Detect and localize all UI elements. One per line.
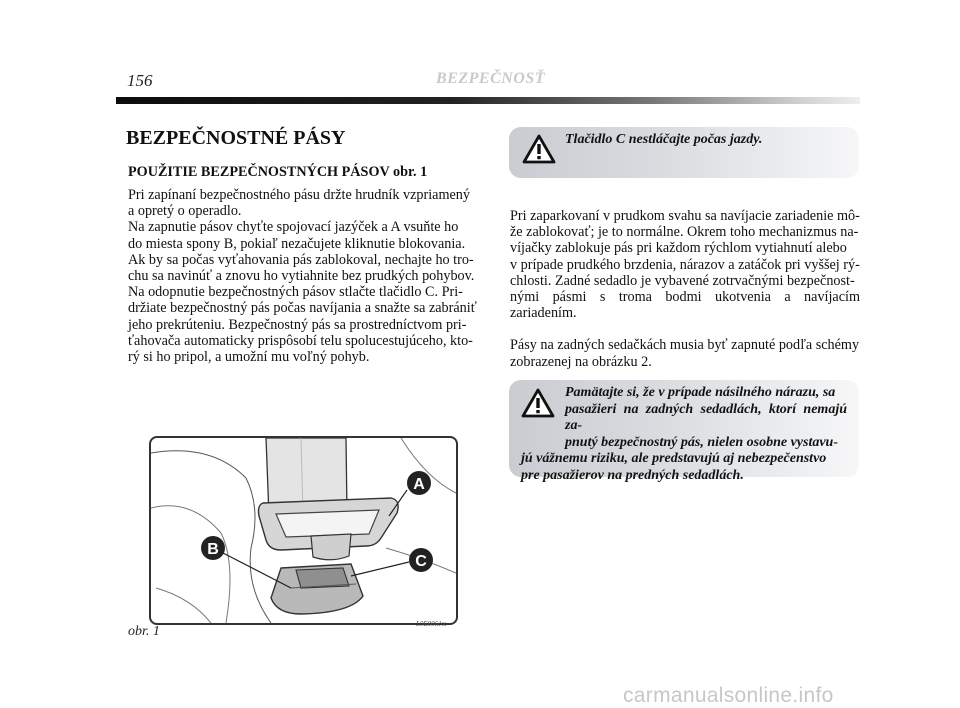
text-line: Pri zaparkovaní v prudkom svahu sa navíjacie zariadenie mô- bbox=[510, 208, 860, 224]
text-line: nými pásmi s troma bodmi ukotvenia a navíjacím zariadením. bbox=[510, 289, 860, 322]
text-line: Ak by sa počas vyťahovania pás zablokoval, nechajte ho tro- bbox=[128, 251, 474, 268]
text-line: rý si ho pripol, a umožní mu voľný pohyb. bbox=[128, 349, 370, 366]
right-column-text bbox=[510, 208, 860, 370]
figure-caption: obr. 1 bbox=[128, 624, 160, 639]
warning-line: pnutý bezpečnostný pás, nielen osobne vystavu- bbox=[565, 434, 838, 450]
text-line: jeho prekrúteniu. Bezpečnostný pás sa prostredníctvom pri- bbox=[128, 316, 467, 333]
text-line: Pásy na zadných sedačkách musia byť zapnuté podľa schémy bbox=[510, 337, 860, 354]
text-line: a opretý o operadlo. bbox=[128, 203, 242, 220]
figure-code: L0E0061m bbox=[416, 620, 447, 628]
text-line: v prípade prudkého brzdenia, nárazov a zatáčok pri vyššej rý- bbox=[510, 256, 860, 273]
main-heading: BEZPEČNOSTNÉ PÁSY bbox=[126, 127, 346, 149]
text-line: do miesta spony B, pokiaľ nezačujete kliknutie blokovania. bbox=[128, 235, 466, 252]
seat-outline bbox=[151, 506, 230, 623]
header-rule bbox=[116, 97, 860, 104]
warning-text-1: Tlačidlo C nestláčajte počas jazdy. bbox=[565, 132, 763, 147]
section-title: BEZPEČNOSŤ bbox=[436, 70, 546, 87]
latch-tongue bbox=[311, 534, 351, 560]
callout-a-label: A bbox=[413, 476, 425, 493]
text-line: víjačky zablokuje pás pri každom rýchlom vytiahnutí alebo bbox=[510, 240, 847, 257]
left-column-text bbox=[128, 187, 480, 365]
latch-plate-slot bbox=[276, 510, 379, 537]
text-line: Pri zapínaní bezpečnostného pásu držte hrudník vzpriamený bbox=[128, 187, 470, 203]
text-line: Na zapnutie pásov chyťte spojovací jazýček a A vsuňte ho bbox=[128, 219, 459, 236]
seatbelt-figure bbox=[149, 436, 458, 625]
text-line: Na odopnutie bezpečnostných pásov stlačte tlačidlo C. Pri- bbox=[128, 284, 463, 301]
callout-c-label: C bbox=[415, 553, 427, 570]
warning-line: pasažieri na zadných sedadlách, ktorí nemajú za- bbox=[565, 401, 847, 433]
watermark: carmanualsonline.info bbox=[623, 684, 834, 707]
warning-line: jú vážnemu riziku, ale predstavujú aj nebezpečenstvo bbox=[521, 451, 827, 466]
leader-line-c bbox=[351, 562, 409, 576]
sub-heading: POUŽITIE BEZPEČNOSTNÝCH PÁSOV obr. 1 bbox=[128, 164, 428, 180]
page-number: 156 bbox=[127, 71, 153, 90]
seatbelt-buckle-illustration bbox=[151, 438, 456, 623]
text-line: chlosti. Zadné sedadlo je vybavené zotrvačnými bezpečnost- bbox=[510, 272, 855, 289]
text-line: zobrazenej na obrázku 2. bbox=[510, 353, 652, 370]
warning-triangle-icon bbox=[522, 134, 556, 164]
callout-b-label: B bbox=[207, 541, 219, 558]
text-line: chu sa navinúť a znovu ho vytiahnite bez prudkých pohybov. bbox=[128, 268, 475, 285]
text-line: že zablokovať; je to normálne. Okrem toho mechanizmus na- bbox=[510, 224, 859, 241]
warning-line: pre pasažierov na predných sedadlách. bbox=[521, 467, 744, 483]
text-line: ťahovača automaticky prispôsobí telu spolucestujúceho, kto- bbox=[128, 332, 473, 349]
text-line: držiate bezpečnostný pás počas navíjania a snažte sa zabrániť bbox=[128, 300, 477, 317]
warning-text-2 bbox=[521, 385, 847, 484]
warning-line: Pamätajte si, že v prípade násilného nárazu, sa bbox=[565, 385, 836, 400]
seat-outline bbox=[156, 588, 211, 623]
warning-box-1 bbox=[509, 127, 859, 178]
warning-box-2 bbox=[509, 380, 859, 483]
